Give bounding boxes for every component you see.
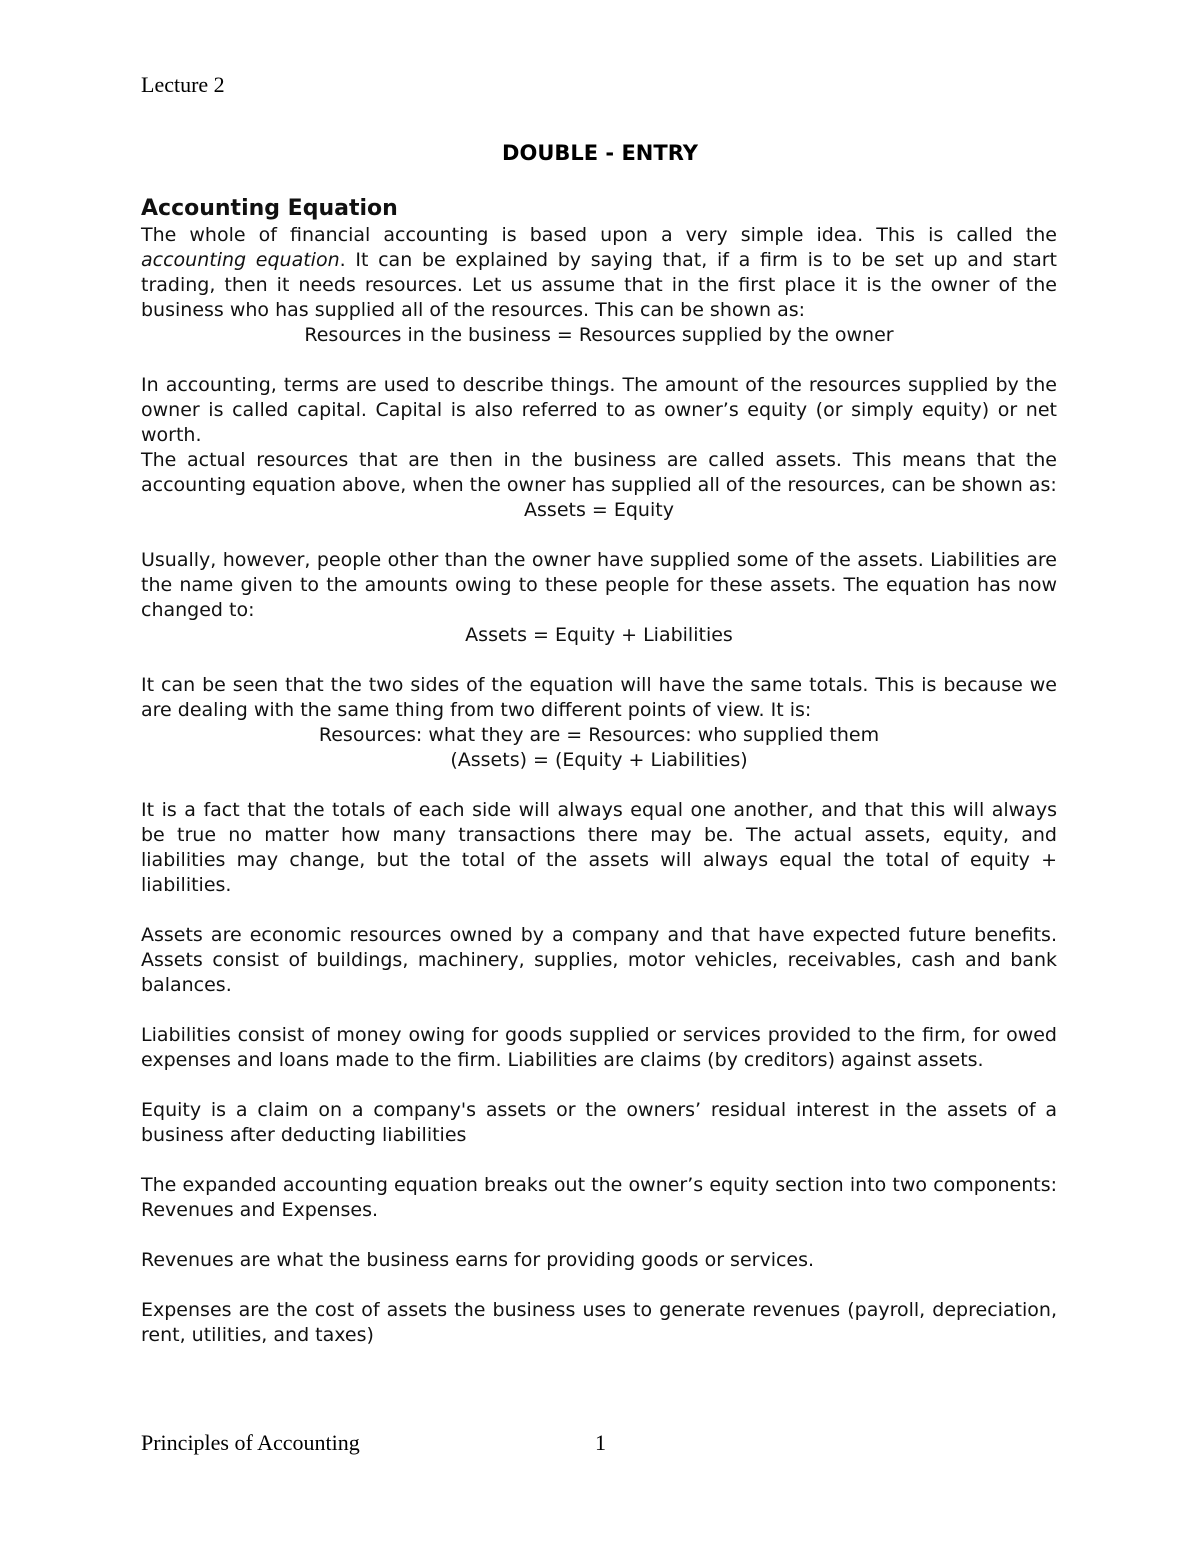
page-number: 1 <box>595 1430 606 1455</box>
equation-resources-what-who: Resources: what they are = Resources: who supplied them <box>318 724 880 746</box>
section-heading: Accounting Equation <box>141 196 398 221</box>
paragraph-assets-intro: The actual resources that are then in the business are called assets. This means that the accounting equation above, when the owner has supplied all of the resources, can be shown as: <box>141 449 1057 496</box>
paragraph-expanded-equation: The expanded accounting equation breaks out the owner’s equity section into two components: Revenues and Expenses. <box>141 1174 1057 1221</box>
paragraph-intro-start: The whole of financial accounting is based upon a very simple idea. This is called the <box>141 224 1057 246</box>
page-footer-course: Principles of Accounting <box>141 1430 360 1455</box>
paragraph-revenues: Revenues are what the business earns for providing goods or services. <box>141 1249 815 1271</box>
paragraph-intro <box>141 223 1057 323</box>
equation-resources: Resources in the business = Resources supplied by the owner <box>304 324 894 346</box>
paragraph-assets-definition: Assets are economic resources owned by a company and that have expected future benefits. Assets consist of buildings, machinery, supplies, motor vehicles, receivables, cash and bank balances. <box>141 924 1057 996</box>
equation-assets-equity: Assets = Equity <box>524 499 674 521</box>
term-accounting-equation: accounting equation <box>141 249 340 271</box>
paragraph-liabilities-intro: Usually, however, people other than the owner have supplied some of the assets. Liabilities are the name given to the amounts owing to these people for these assets. The equation has now changed to: <box>141 549 1057 621</box>
paragraph-totals: It is a fact that the totals of each side will always equal one another, and that this will always be true no matter how many transactions there may be. The actual assets, equity, and liabilities may change, but the total of the assets will always equal the total of equity + liabilities. <box>141 799 1057 896</box>
page-title: DOUBLE - ENTRY <box>502 141 698 165</box>
paragraph-two-sides: It can be seen that the two sides of the equation will have the same totals. This is because we are dealing with the same thing from two different points of view. It is: <box>141 674 1057 721</box>
equation-assets-parenthesized: (Assets) = (Equity + Liabilities) <box>450 749 748 771</box>
page-header: Lecture 2 <box>141 72 225 97</box>
equation-assets-equity-liabilities: Assets = Equity + Liabilities <box>465 624 733 646</box>
paragraph-capital: In accounting, terms are used to describe things. The amount of the resources supplied by the owner is called capital. Capital is also referred to as owner’s equity (or simply equity) or net worth. <box>141 374 1057 446</box>
document-body <box>141 195 1057 1348</box>
paragraph-intro-end: . It can be explained by saying that, if a firm is to be set up and start trading, then it needs resources. Let us assume that in the first place it is the owner of the business who has supplied all of the resources. This can be shown as: <box>141 249 1057 321</box>
paragraph-equity-definition: Equity is a claim on a company's assets or the owners’ residual interest in the assets of a business after deducting liabilities <box>141 1099 1057 1146</box>
paragraph-liabilities-definition: Liabilities consist of money owing for goods supplied or services provided to the firm, for owed expenses and loans made to the firm. Liabilities are claims (by creditors) against assets. <box>141 1024 1057 1071</box>
paragraph-expenses: Expenses are the cost of assets the business uses to generate revenues (payroll, depreciation, rent, utilities, and taxes) <box>141 1299 1057 1346</box>
